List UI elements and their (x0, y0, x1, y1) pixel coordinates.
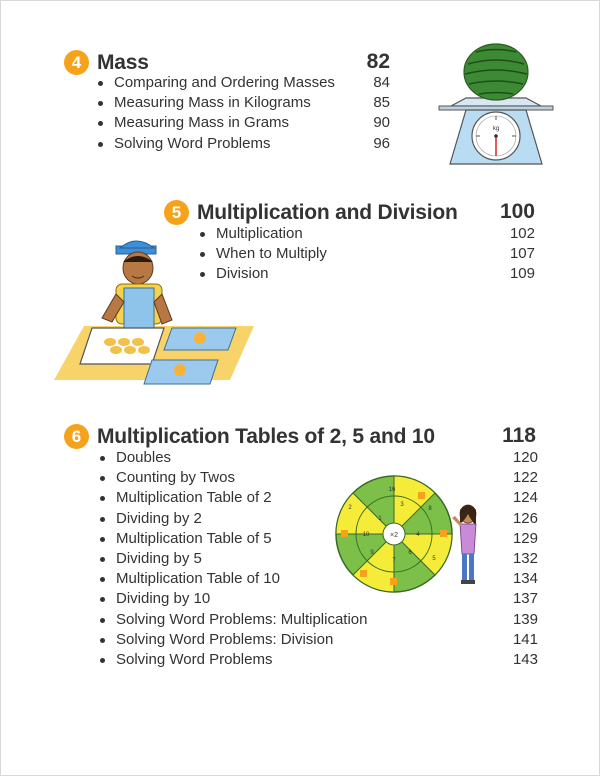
wheel-number: 4 (416, 532, 420, 538)
topic-label: Multiplication Table of 2 (116, 489, 272, 507)
topic-label: When to Multiply (216, 245, 327, 263)
topic-label: Measuring Mass in Grams (114, 114, 290, 132)
chapter-heading (64, 50, 149, 75)
bullet (98, 142, 103, 147)
topic-label: Doubles (116, 449, 172, 466)
topic-page: 85 (373, 94, 390, 112)
chapter-number-badge: 4 (64, 50, 89, 75)
bullet (100, 577, 105, 582)
topic-page: 109 (509, 265, 535, 283)
chapter-page-number: 82 (366, 50, 390, 73)
topic-item (98, 94, 398, 114)
wheel-number: 6 (408, 550, 412, 556)
bullet (100, 597, 105, 602)
chapter-number-badge: 6 (64, 424, 89, 449)
topic-item (100, 631, 540, 651)
topic-label: Multiplication (216, 225, 303, 242)
worker-packing-boxes-icon (54, 238, 260, 390)
wheel-number: 8 (428, 506, 432, 512)
wheel-number: 9 (370, 550, 374, 556)
bullet (100, 557, 105, 562)
chapter-title: Multiplication and Division (197, 200, 458, 224)
topic-page: 141 (512, 630, 538, 648)
topic-page: 120 (512, 449, 538, 466)
topic-page: 139 (512, 610, 538, 628)
topic-label: Dividing by 2 (116, 509, 202, 527)
wheel-number: 5 (432, 556, 436, 562)
topic-page: 134 (512, 570, 538, 588)
bullet (100, 496, 105, 501)
topic-item (98, 135, 398, 155)
bullet (98, 121, 103, 126)
bullet (200, 232, 205, 237)
scale-with-watermelon-icon (436, 38, 556, 168)
scale-illustration (436, 38, 556, 168)
topic-label: Multiplication Table of 5 (116, 529, 272, 547)
bullet (100, 638, 105, 643)
topic-label: Solving Word Problems (114, 134, 271, 152)
topic-label: Solving Word Problems: Multiplication (116, 610, 368, 628)
topic-item (100, 449, 540, 469)
wheel-number: 16 (388, 487, 396, 493)
bullet (100, 517, 105, 522)
wheel-illustration (330, 474, 478, 594)
topic-page: 84 (373, 74, 390, 91)
topic-page: 132 (512, 549, 538, 567)
bullet (98, 81, 103, 86)
topic-page: 124 (512, 489, 538, 507)
chapter-title: Mass (97, 50, 149, 74)
wheel-number: 10 (362, 532, 370, 538)
topic-page: 96 (373, 134, 390, 152)
multiplication-wheel-icon (330, 474, 478, 594)
topic-page: 126 (512, 509, 538, 527)
chapter-heading (164, 200, 458, 225)
topic-label: Counting by Twos (116, 469, 235, 487)
topic-label: Dividing by 5 (116, 549, 202, 567)
chapter-page-number: 118 (502, 424, 536, 447)
chapter-number-badge: 5 (164, 200, 189, 225)
topic-label: Comparing and Ordering Masses (114, 74, 335, 91)
topic-label: Measuring Mass in Kilograms (114, 94, 311, 112)
bullet (100, 476, 105, 481)
wheel-number: 3 (400, 502, 404, 508)
topic-page: 137 (512, 590, 538, 608)
bullet (98, 101, 103, 106)
bullet (100, 658, 105, 663)
topic-label: Solving Word Problems (116, 650, 273, 668)
chapter-page-number: 100 (499, 200, 535, 223)
topic-item (98, 74, 398, 94)
topic-item (100, 651, 540, 671)
wheel-number: 7 (392, 558, 396, 564)
bullet (100, 618, 105, 623)
bullet (100, 537, 105, 542)
worker-illustration (54, 238, 260, 390)
topic-item (98, 114, 398, 134)
topic-page: 102 (509, 225, 535, 242)
topic-label: Dividing by 10 (116, 590, 211, 608)
wheel-number: 1 (378, 516, 382, 522)
topic-page: 129 (512, 529, 538, 547)
topic-page: 90 (373, 114, 390, 132)
wheel-number: 2 (348, 505, 352, 511)
chapter-heading (64, 424, 435, 449)
chapter-title: Multiplication Tables of 2, 5 and 10 (97, 424, 435, 448)
topic-page: 122 (512, 469, 538, 487)
topic-page: 143 (512, 650, 538, 668)
scale-unit-label: kg (492, 126, 500, 132)
topic-label: Multiplication Table of 10 (116, 570, 280, 588)
wheel-center-label: ×2 (390, 532, 398, 539)
topic-label: Solving Word Problems: Division (116, 630, 334, 648)
bullet (100, 456, 105, 461)
topic-label: Division (216, 265, 269, 283)
topic-list (98, 74, 398, 155)
topic-item (100, 611, 540, 631)
topic-page: 107 (509, 245, 535, 263)
